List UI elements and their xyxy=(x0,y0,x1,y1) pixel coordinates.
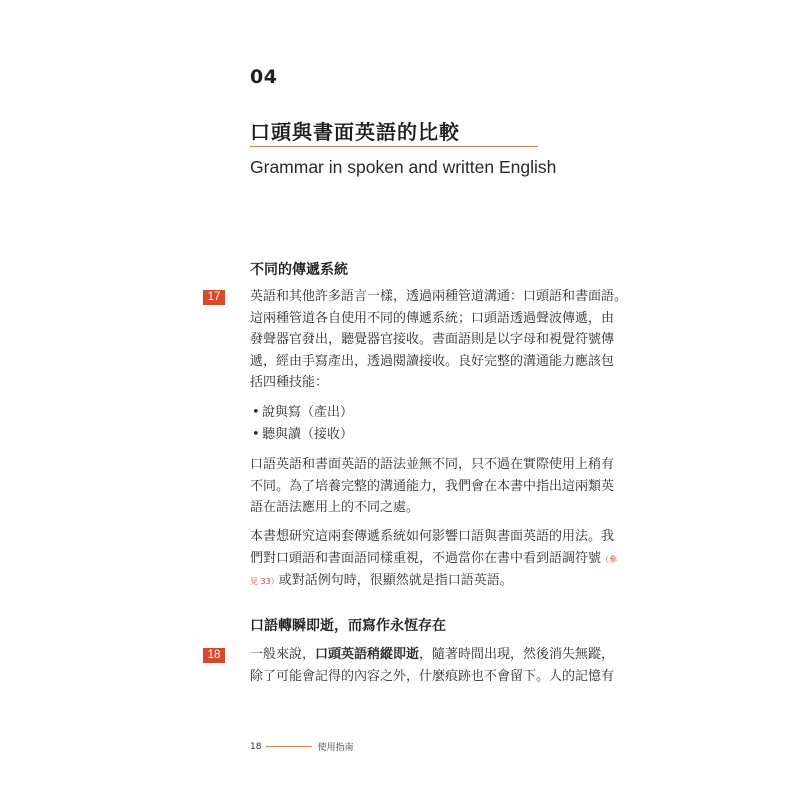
paragraph-number-badge: 17 xyxy=(203,290,225,305)
footer-section-name: 使用指南 xyxy=(317,743,354,753)
paragraph-book-purpose xyxy=(250,526,630,593)
text-line: 括四種技能： xyxy=(250,375,329,390)
bullet-text: 聽與讀（接收） xyxy=(262,426,354,442)
text-line: 除了可能會記得的內容之外，什麼痕跡也不會留下。人的記憶有 xyxy=(250,668,615,684)
section-heading-speech-vs-writing: 口語轉瞬即逝，而寫作永恆存在 xyxy=(250,618,446,634)
text-segment: ，隨著時間出現，然後消失無蹤， xyxy=(419,647,615,662)
title-divider xyxy=(250,146,538,147)
text-line xyxy=(250,570,630,593)
list-item xyxy=(252,424,353,446)
chapter-title-english: Grammar in spoken and written English xyxy=(250,157,557,177)
chapter-title-chinese: 口頭與書面英語的比較 xyxy=(250,120,460,144)
text-line: 口語英語和書面英語的語法並無不同，只不過在實際使用上稍有 xyxy=(250,457,615,472)
text-line: 這兩種管道各自使用不同的傳遞系統；口頭語透過聲波傳遞，由 xyxy=(250,310,615,326)
emphasis-text: 口頭英語稍縱即逝 xyxy=(315,647,420,662)
chapter-number: 04 xyxy=(250,66,278,88)
text-line: 語在語法應用上的不同之處。 xyxy=(250,500,420,515)
bullet-dot-icon: • xyxy=(252,405,260,420)
text-line: 不同。為了培養完整的溝通能力，我們會在本書中指出這兩類英 xyxy=(250,478,615,494)
list-item xyxy=(252,402,353,424)
text-segment: 一般來說， xyxy=(250,647,316,662)
text-line: 英語和其他許多語言一樣，透過兩種管道溝通：口頭語和書面語。 xyxy=(250,289,628,304)
skills-bullet-list xyxy=(252,402,353,445)
text-segment: 或對話例句時，很顯然就是指口語英語。 xyxy=(278,573,513,588)
section-heading-delivery-systems: 不同的傳遞系統 xyxy=(250,262,348,278)
footer-divider xyxy=(266,746,312,747)
paragraph-grammar-difference xyxy=(250,454,630,519)
paragraph-intro xyxy=(250,286,630,394)
text-line xyxy=(250,644,630,666)
paragraph-speech-transient xyxy=(250,644,630,687)
bullet-dot-icon: • xyxy=(252,426,260,442)
paragraph-number-badge: 18 xyxy=(203,648,225,663)
page-footer xyxy=(250,740,353,753)
page-number: 18 xyxy=(250,741,262,752)
text-line: 本書想研究這兩套傳遞系統如何影響口語與書面英語的用法。我 xyxy=(250,529,615,544)
text-line: 遞，經由手寫產出，透過閱讀接收。良好完整的溝通能力應該包 xyxy=(250,353,615,369)
text-segment: 們對口頭語和書面語同樣重視，不過當你在書中看到語調符號 xyxy=(250,550,602,566)
text-line xyxy=(250,548,630,571)
cross-reference-note: 見 33） xyxy=(250,577,279,586)
text-line: 發聲器官發出，聽覺器官接收。書面語則是以字母和視覺符號傳 xyxy=(250,332,615,347)
cross-reference-note: （參 xyxy=(601,554,618,564)
bullet-text: 說與寫（產出） xyxy=(262,405,354,420)
